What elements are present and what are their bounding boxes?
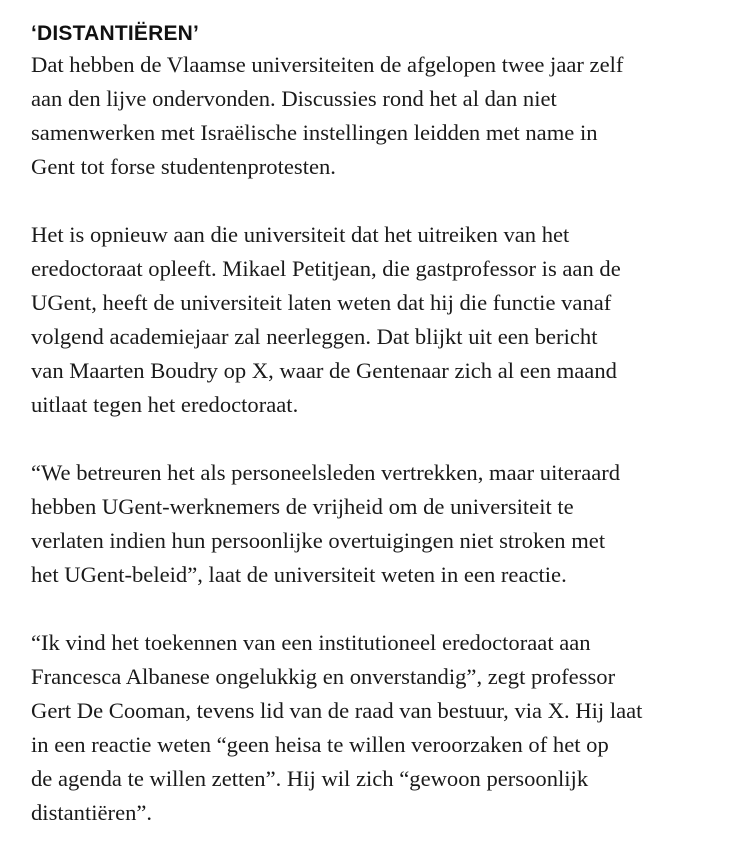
paragraph-line: Gent tot forse studentenprotesten. — [31, 154, 336, 179]
paragraph-spacer — [31, 422, 721, 456]
paragraph-line: Het is opnieuw aan die universiteit dat het uitreiken van het — [31, 222, 570, 247]
paragraph-line: aan den lijve ondervonden. Discussies rond het al dan niet — [31, 86, 557, 111]
paragraph-line: “We betreuren het als personeelsleden vertrekken, maar uiteraard — [31, 460, 621, 485]
paragraph-1 — [31, 48, 721, 184]
paragraph-line: het UGent-beleid”, laat de universiteit weten in een reactie. — [31, 562, 567, 587]
paragraph-line: verlaten indien hun persoonlijke overtuigingen niet stroken met — [31, 528, 606, 553]
paragraph-4 — [31, 626, 721, 830]
paragraph-line: Dat hebben de Vlaamse universiteiten de afgelopen twee jaar zelf — [31, 52, 624, 77]
paragraph-line: “Ik vind het toekennen van een institutioneel eredoctoraat aan — [31, 630, 591, 655]
paragraph-spacer — [31, 184, 721, 218]
paragraph-spacer — [31, 592, 721, 626]
paragraph-line: distantiëren”. — [31, 800, 153, 825]
paragraph-line: Francesca Albanese ongelukkig en onverstandig”, zegt professor — [31, 664, 616, 689]
paragraph-2 — [31, 218, 721, 422]
paragraph-line: UGent, heeft de universiteit laten weten dat hij die functie vanaf — [31, 290, 612, 315]
paragraph-line: Gert De Cooman, tevens lid van de raad van bestuur, via X. Hij laat — [31, 698, 643, 723]
paragraph-line: volgend academiejaar zal neerleggen. Dat blijkt uit een bericht — [31, 324, 598, 349]
paragraph-line: de agenda te willen zetten”. Hij wil zich “gewoon persoonlijk — [31, 766, 589, 791]
paragraph-3 — [31, 456, 721, 592]
paragraph-line: in een reactie weten “geen heisa te willen veroorzaken of het op — [31, 732, 609, 757]
paragraph-line: samenwerken met Israëlische instellingen leidden met name in — [31, 120, 598, 145]
paragraph-line: uitlaat tegen het eredoctoraat. — [31, 392, 299, 417]
article-body — [31, 20, 721, 830]
paragraph-line: eredoctoraat opleeft. Mikael Petitjean, die gastprofessor is aan de — [31, 256, 621, 281]
section-heading: ‘DISTANTIËREN’ — [31, 22, 200, 45]
paragraph-line: hebben UGent-werknemers de vrijheid om de universiteit te — [31, 494, 574, 519]
paragraph-line: van Maarten Boudry op X, waar de Gentenaar zich al een maand — [31, 358, 617, 383]
